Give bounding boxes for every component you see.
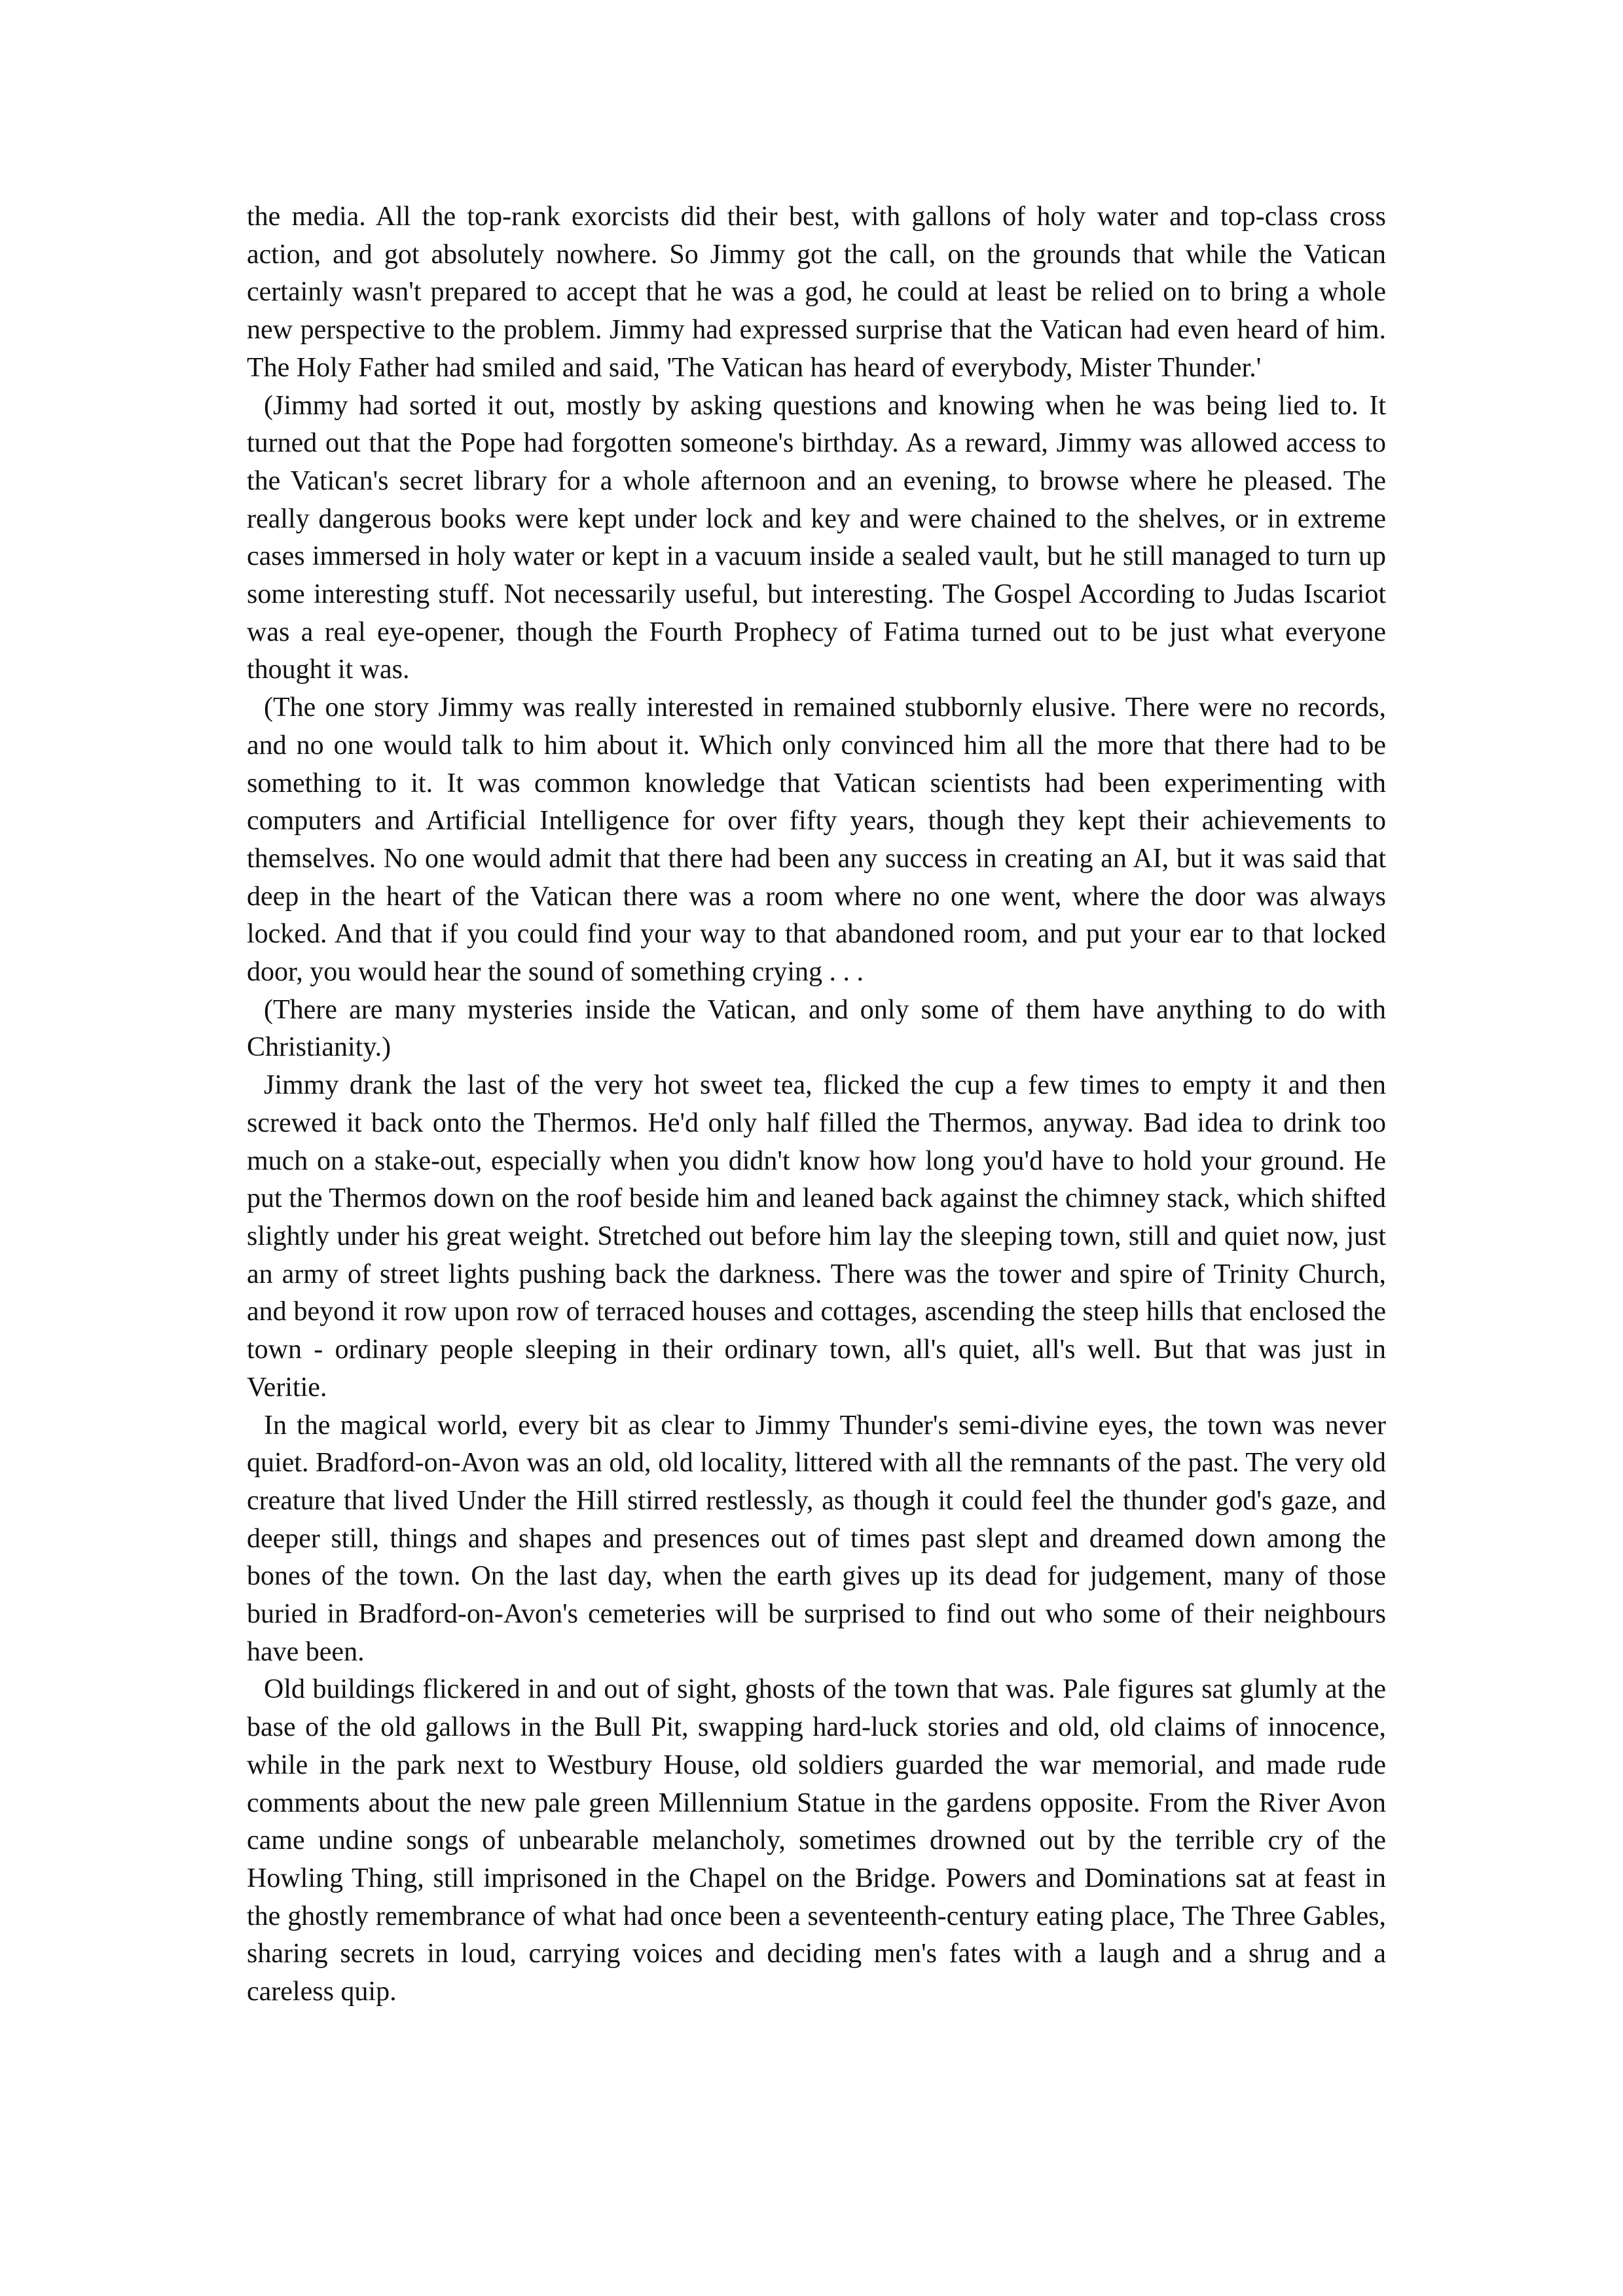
- paragraph-6: In the magical world, every bit as clear to Jimmy Thunder's semi-divine eyes, the town was never quiet. Bradford-on-Avon was an old, old locality, littered with all the remnants of the past. The very old creature that lived Under the Hill stirred restlessly, as though it could feel the thunder god's gaze, and deeper still, things and shapes and presences out of times past slept and dreamed down among the bones of the town. On the last day, when the earth gives up its dead for judgement, many of those buried in Bradford-on-Avon's cemeteries will be surprised to find out who some of their neighbours have been.: [247, 1410, 1386, 1667]
- paragraph-7: Old buildings flickered in and out of sight, ghosts of the town that was. Pale figures sat glumly at the base of the old gallows in the Bull Pit, swapping hard-luck stories and old, old claims of innocence, while in the park next to Westbury House, old soldiers guarded the war memorial, and made rude comments about the new pale green Millennium Statue in the gardens opposite. From the River Avon came undine songs of unbearable melancholy, sometimes drowned out by the terrible cry of the Howling Thing, still imprisoned in the Chapel on the Bridge. Powers and Dominations sat at feast in the ghostly remembrance of what had once been a seventeenth-century eating place, The Three Gables, sharing secrets in loud, carrying voices and deciding men's fates with a laugh and a shrug and a careless quip.: [247, 1674, 1386, 2007]
- paragraph-2: (Jimmy had sorted it out, mostly by asking questions and knowing when he was being lied to. It turned out that the Pope had forgotten someone's birthday. As a reward, Jimmy was allowed access to the Vatican's secret library for a whole afternoon and an evening, to browse where he pleased. The really dangerous books were kept under lock and key and were chained to the shelves, or in extreme cases immersed in holy water or kept in a vacuum inside a sealed vault, but he still managed to turn up some interesting stuff. Not necessarily useful, but interesting. The Gospel According to Judas Iscariot was a real eye-opener, though the Fourth Prophecy of Fatima turned out to be just what everyone thought it was.: [247, 390, 1386, 685]
- paragraph-3: (The one story Jimmy was really interested in remained stubbornly elusive. There were no records, and no one would talk to him about it. Which only convinced him all the more that there had to be something to it. It was common knowledge that Vatican scientists had been experimenting with computers and Artificial Intelligence for over fifty years, though they kept their achievements to themselves. No one would admit that there had been any success in creating an AI, but it was said that deep in the heart of the Vatican there was a room where no one went, where the door was always locked. And that if you could find your way to that abandoned room, and put your ear to that locked door, you would hear the sound of something crying . . .: [247, 692, 1386, 988]
- paragraph-4: (There are many mysteries inside the Vatican, and only some of them have anything to do with Christianity.): [247, 994, 1386, 1063]
- paragraph-5: Jimmy drank the last of the very hot sweet tea, flicked the cup a few times to empty it and then screwed it back onto the Thermos. He'd only half filled the Thermos, anyway. Bad idea to drink too much on a stake-out, especially when you didn't know how long you'd have to hold your ground. He put the Thermos down on the roof beside him and leaned back against the chimney stack, which shifted slightly under his great weight. Stretched out before him lay the sleeping town, still and quiet now, just an army of street lights pushing back the darkness. There was the tower and spire of Trinity Church, and beyond it row upon row of terraced houses and cottages, ascending the steep hills that enclosed the town - ordinary people sleeping in their ordinary town, all's quiet, all's well. But that was just in Veritie.: [247, 1070, 1386, 1403]
- paragraph-1: the media. All the top-rank exorcists did their best, with gallons of holy water and top-class cross action, and got absolutely nowhere. So Jimmy got the call, on the grounds that while the Vatican certainly wasn't prepared to accept that he was a god, he could at least be relied on to bring a whole new perspective to the problem. Jimmy had expressed surprise that the Vatican had even heard of him. The Holy Father had smiled and said, 'The Vatican has heard of everybody, Mister Thunder.': [247, 202, 1386, 383]
- body-text: [247, 198, 1386, 2011]
